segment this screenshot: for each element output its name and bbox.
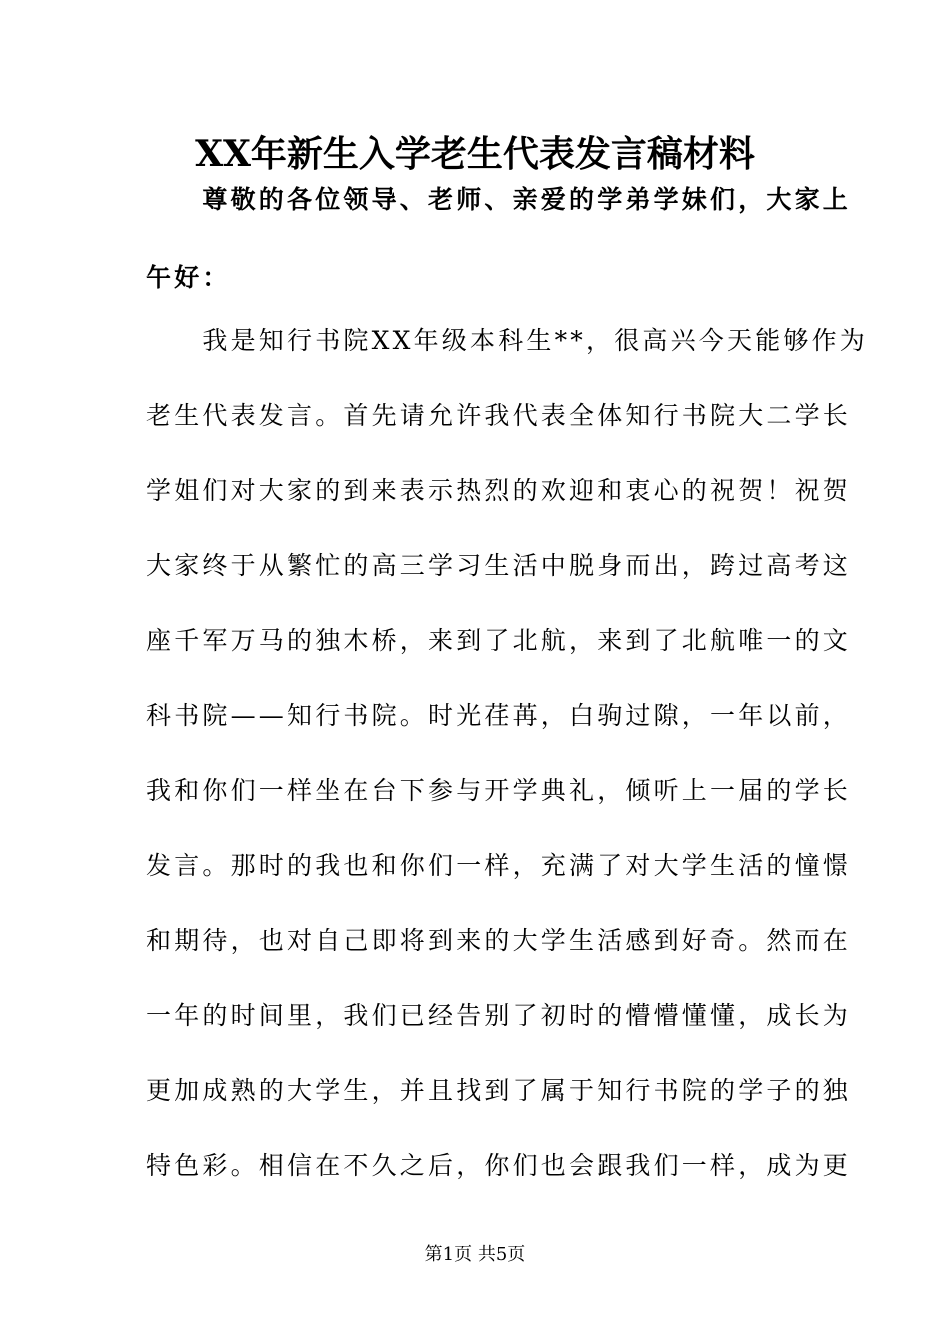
body-line: 更加成熟的大学生，并且找到了属于知行书院的学子的独 <box>146 1076 852 1105</box>
body-line: 科书院——知行书院。时光荏苒，白驹过隙，一年以前， <box>146 701 852 730</box>
body-line: 一年的时间里，我们已经告别了初时的懵懵懂懂，成长为 <box>146 1001 852 1030</box>
body-line: 和期待，也对自己即将到来的大学生活感到好奇。然而在 <box>146 926 852 955</box>
document-title: XX年新生入学老生代表发言稿材料 <box>195 133 755 175</box>
body-line: 大家终于从繁忙的高三学习生活中脱身而出，跨过高考这 <box>146 551 852 580</box>
body-line: 我和你们一样坐在台下参与开学典礼，倾听上一届的学长 <box>146 776 852 805</box>
body-line: 老生代表发言。首先请允许我代表全体知行书院大二学长 <box>146 401 852 430</box>
body-line: 我是知行书院XX年级本科生**，很高兴今天能够作为 <box>146 326 868 355</box>
page-footer: 第1页 共5页 <box>424 1244 526 1265</box>
body-line: 学姐们对大家的到来表示热烈的欢迎和衷心的祝贺！祝贺 <box>146 476 852 505</box>
salutation-line-2: 午好： <box>146 263 231 292</box>
salutation-line-1: 尊敬的各位领导、老师、亲爱的学弟学妹们，大家上 <box>146 185 852 214</box>
body-line: 特色彩。相信在不久之后，你们也会跟我们一样，成为更 <box>146 1151 852 1180</box>
body-line: 座千军万马的独木桥，来到了北航，来到了北航唯一的文 <box>146 626 852 655</box>
body-line: 发言。那时的我也和你们一样，充满了对大学生活的憧憬 <box>146 851 852 880</box>
